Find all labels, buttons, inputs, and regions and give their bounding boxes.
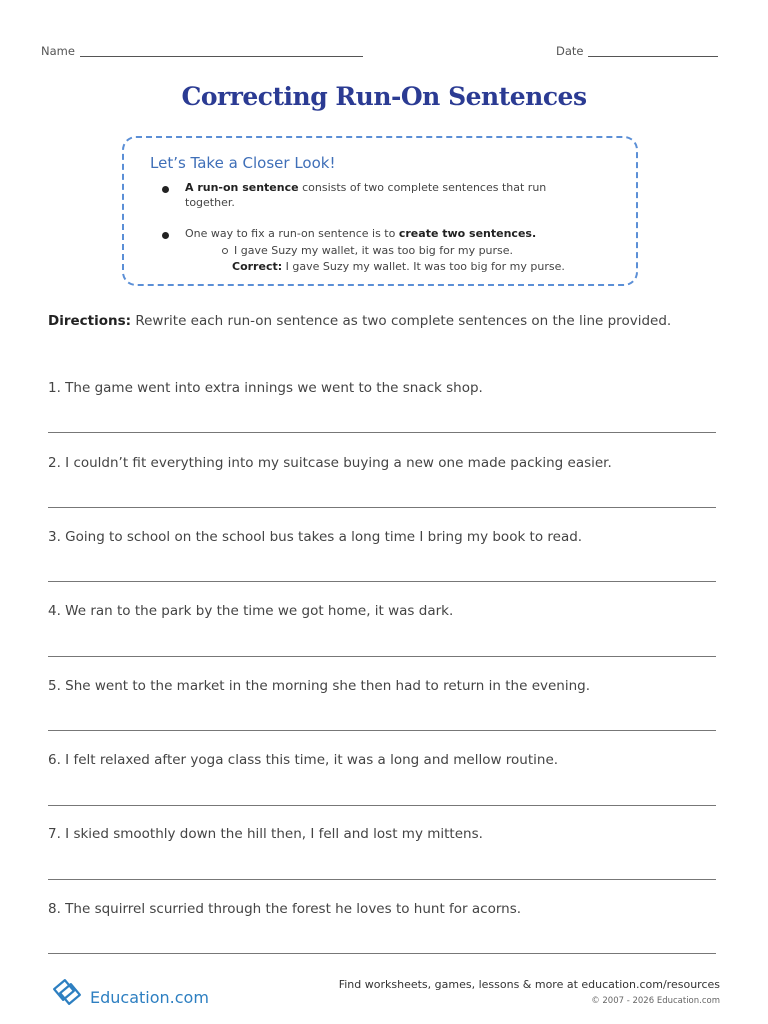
- sub-bullet-circle-icon: [222, 248, 228, 254]
- answer-line-2[interactable]: [48, 507, 716, 508]
- question-6: 6. I felt relaxed after yoga class this time, it was a long and mellow routine.: [48, 752, 559, 768]
- education-logo-icon: [52, 974, 86, 1008]
- correct-text: I gave Suzy my wallet. It was too big for my purse.: [282, 260, 565, 273]
- correct-example: [232, 259, 565, 274]
- bullet-fix-lead: One way to fix a run-on sentence is to: [185, 227, 399, 240]
- name-label: Name: [41, 44, 75, 58]
- question-2: 2. I couldn’t fit everything into my suitcase buying a new one made packing easier.: [48, 455, 612, 471]
- question-5: 5. She went to the market in the morning she then had to return in the evening.: [48, 678, 591, 694]
- bullet-run-on-term: A run-on sentence: [185, 181, 299, 194]
- name-field-line[interactable]: [80, 56, 363, 57]
- bullet-fix-bold: create two sentences.: [398, 227, 537, 240]
- answer-line-6[interactable]: [48, 805, 716, 806]
- brand-name[interactable]: Education.com: [90, 988, 209, 1007]
- bullet-dot-icon: [162, 232, 169, 239]
- bullet-fix-method: [185, 226, 605, 241]
- question-7: 7. I skied smoothly down the hill then, I fell and lost my mittens.: [48, 826, 483, 842]
- footer-tagline[interactable]: Find worksheets, games, lessons & more at education.com/resources: [338, 978, 720, 991]
- closer-look-heading: Let’s Take a Closer Look!: [150, 154, 336, 172]
- closer-look-box: [122, 136, 638, 286]
- footer-copyright: © 2007 - 2026 Education.com: [591, 996, 720, 1006]
- question-3: 3. Going to school on the school bus takes a long time I bring my book to read.: [48, 529, 583, 545]
- answer-line-7[interactable]: [48, 879, 716, 880]
- bullet-run-on-text: consists of two complete sentences that run together.: [185, 181, 547, 209]
- question-8: 8. The squirrel scurried through the forest he loves to hunt for acorns.: [48, 901, 522, 917]
- page-title: Correcting Run-On Sentences: [181, 82, 587, 111]
- bullet-run-on-definition: [185, 180, 565, 210]
- directions-text: Rewrite each run-on sentence as two complete sentences on the line provided.: [131, 313, 672, 329]
- directions: [48, 312, 688, 330]
- directions-label: Directions:: [48, 313, 132, 329]
- question-1: 1. The game went into extra innings we went to the snack shop.: [48, 380, 483, 396]
- answer-line-3[interactable]: [48, 581, 716, 582]
- answer-line-1[interactable]: [48, 432, 716, 433]
- answer-line-5[interactable]: [48, 730, 716, 731]
- answer-line-4[interactable]: [48, 656, 716, 657]
- date-label: Date: [556, 44, 584, 58]
- bullet-dot-icon: [162, 186, 169, 193]
- correct-label: Correct:: [232, 260, 283, 273]
- date-field-line[interactable]: [588, 56, 718, 57]
- question-4: 4. We ran to the park by the time we got home, it was dark.: [48, 603, 454, 619]
- example-sentence: I gave Suzy my wallet, it was too big for my purse.: [234, 244, 514, 257]
- answer-line-8[interactable]: [48, 953, 716, 954]
